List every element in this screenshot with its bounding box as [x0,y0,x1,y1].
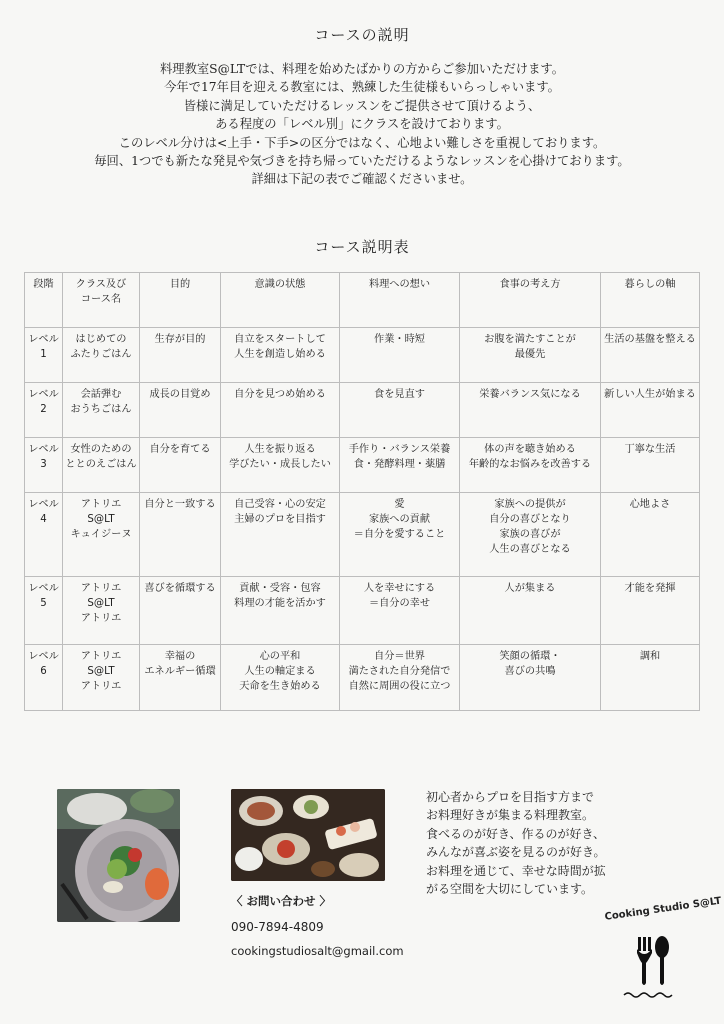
table-cell: 心地よさ [601,493,700,577]
page-title: コースの説明 [314,26,410,44]
fork-spoon-icon [600,905,720,1005]
header-cell: 食事の考え方 [460,273,601,328]
table-cell: 自立をスタートして 人生を創造し始める [221,328,340,383]
table-cell: 人を幸せにする ＝自分の幸せ [340,577,460,645]
table-cell: アトリエ S@LT アトリエ [63,645,140,711]
table-cell: 人が集まる [460,577,601,645]
table-cell: アトリエ S@LT キュイジーヌ [63,493,140,577]
table-cell: はじめての ふたりごはん [63,328,140,383]
intro-line: 皆様に満足していただけるレッスンをご提供させて頂けるよう、 [183,98,541,113]
table-cell: レベル 1 [25,328,63,383]
table-cell: 生活の基盤を整える [601,328,700,383]
header-cell: 意識の状態 [221,273,340,328]
intro-line: 毎回、1つでも新たな発見や気づきを持ち帰っていただけるようなレッスンを心掛けております。 [94,154,630,169]
header-cell: 段階 [25,273,63,328]
table-cell: 食を見直す [340,383,460,438]
table-cell: 新しい人生が始まる [601,383,700,438]
description-line: お料理を通じて、幸せな時間が拡 [426,863,606,878]
table-cell: レベル 6 [25,645,63,711]
table-cell: 調和 [601,645,700,711]
table-row [25,493,700,577]
studio-description [426,788,716,898]
table-cell: 栄養バランス気になる [460,383,601,438]
description-line: がる空間を大切にしています。 [426,882,594,897]
intro-line: このレベル分けは<上手・下手>の区分ではなく、心地よい難しさを重視しております。 [118,135,606,150]
table-cell: 会話弾む おうちごはん [63,383,140,438]
table-cell: 手作り・バランス栄養 食・発酵料理・薬膳 [340,438,460,493]
table-cell: 成長の目覚め [140,383,221,438]
table-cell: 心の平和 人生の軸定まる 天命を生き始める [221,645,340,711]
contact-phone[interactable]: 090-7894-4809 [231,920,324,934]
table-cell: 自分と一致する [140,493,221,577]
table-cell: レベル 3 [25,438,63,493]
header-cell: 料理への想い [340,273,460,328]
header-cell: 目的 [140,273,221,328]
dishes-photo [231,789,385,881]
table-row [25,645,700,711]
studio-logo [600,905,720,1005]
table-cell: 自分を見つめ始める [221,383,340,438]
salad-photo [57,789,180,922]
table-header-row [25,273,700,328]
contact-label: 〈 お問い合わせ 〉 [231,894,332,908]
intro-text [0,60,724,189]
table-cell: レベル 4 [25,493,63,577]
table-cell: 家族への提供が 自分の喜びとなり 家族の喜びが 人生の喜びとなる [460,493,601,577]
table-cell: レベル 5 [25,577,63,645]
description-line: 初心者からプロを目指す方まで [426,790,595,804]
contact-email[interactable]: cookingstudiosalt@gmail.com [231,944,404,958]
table-row [25,328,700,383]
table-cell: 自分を育てる [140,438,221,493]
table-cell: アトリエ S@LT アトリエ [63,577,140,645]
header-cell: クラス及び コース名 [63,273,140,328]
description-line: お料理好きが集まる料理教室。 [426,808,595,823]
table-row [25,438,700,493]
table-cell: 体の声を聴き始める 年齢的なお悩みを改善する [460,438,601,493]
header-cell: 暮らしの軸 [601,273,700,328]
table-cell: レベル 2 [25,383,63,438]
description-line: みんなが喜ぶ姿を見るのが好き。 [426,845,606,860]
table-cell: 才能を発揮 [601,577,700,645]
table-cell: 貢献・受容・包容 料理の才能を活かす [221,577,340,645]
table-title: コース説明表 [314,238,410,256]
table-row [25,577,700,645]
logo-text: Cooking Studio S@LT [604,895,723,923]
table-cell: 女性のための ととのえごはん [63,438,140,493]
course-table [24,272,700,711]
table-cell: 喜びを循環する [140,577,221,645]
table-cell: 作業・時短 [340,328,460,383]
table-row [25,383,700,438]
description-line: 食べるのが好き、作るのが好き、 [426,826,606,841]
table-cell: 自分＝世界 満たされた自分発信で 自然に周囲の役に立つ [340,645,460,711]
table-cell: 丁寧な生活 [601,438,700,493]
table-cell: 自己受容・心の安定 主婦のプロを目指す [221,493,340,577]
intro-line: 詳細は下記の表でご確認くださいませ。 [251,172,473,187]
table-cell: お腹を満たすことが 最優先 [460,328,601,383]
intro-line: 今年で17年目を迎える教室には、熟練した生徒様もいらっしゃいます。 [164,80,560,95]
table-cell: 愛 家族への貢献 ＝自分を愛すること [340,493,460,577]
intro-line: 料理教室S@LTでは、料理を始めたばかりの方からご参加いただけます。 [159,62,564,76]
table-cell: 幸福の エネルギー循環 [140,645,221,711]
intro-line: ある程度の「レベル別」にクラスを設けております。 [215,117,509,132]
table-cell: 笑顔の循環・ 喜びの共鳴 [460,645,601,711]
table-cell: 生存が目的 [140,328,221,383]
table-cell: 人生を振り返る 学びたい・成長したい [221,438,340,493]
